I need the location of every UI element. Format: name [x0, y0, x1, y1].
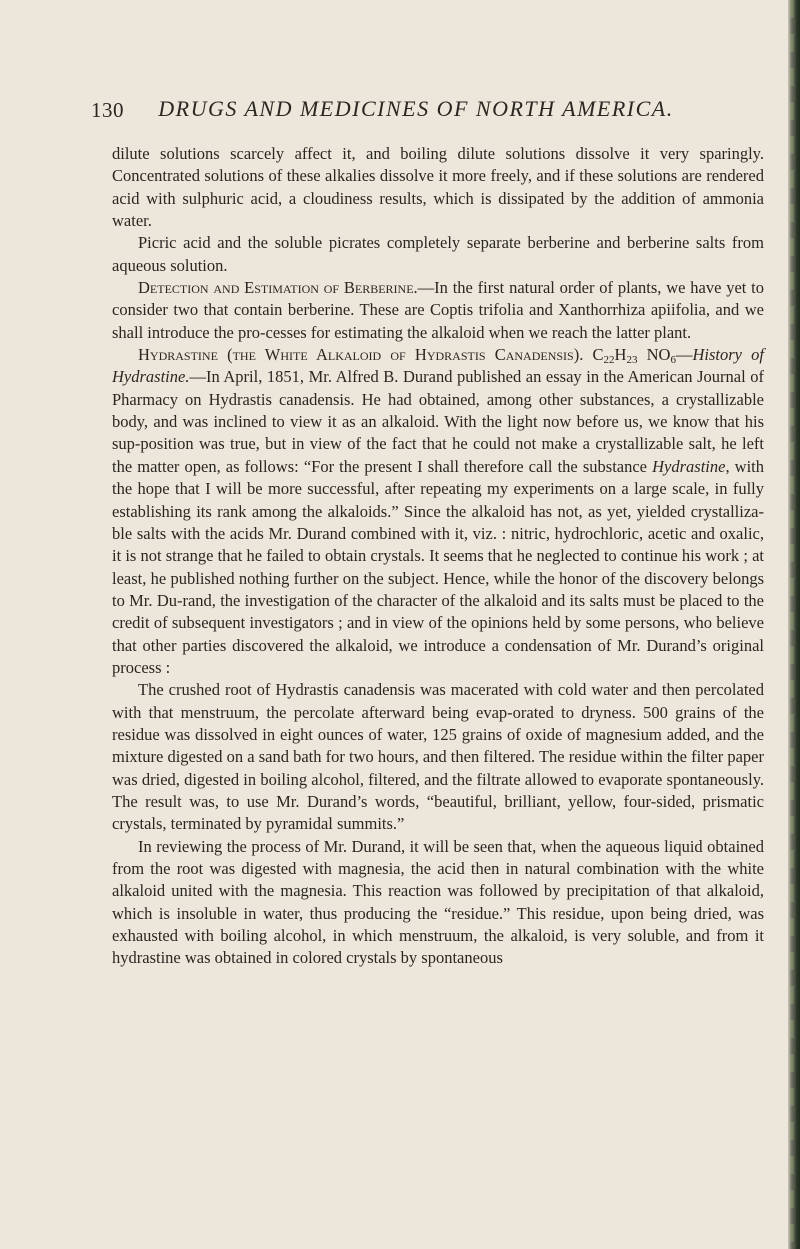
paragraph-process: The crushed root of Hydrastis canadensis was macerated with cold water and then percolated with that menstruum, the percolate afterward being evap-orated to dryness. 500 grains of the residue was dissolved in eight ounces of water, 125 grains of oxide of magnesium added, and the mixture digested on a sand bath for two hours, and then filtered. The residue within the filter paper was dried, digested in boiling alcohol, filtered, and the filtrate allowed to evaporate spontaneously. The result was, to use Mr. Durand’s words, “beautiful, brilliant, yellow, four-sided, prismatic crystals, terminated by pyramidal summits.” [112, 680, 764, 834]
paragraph-hydrastine: Hydrastine (the White Alkaloid of Hydrastis Canadensis). $C_{22}H_{23}$ $NO_6—History$ of Hydrastine.—In April, 1851, Mr. Alfred B. Durand published an essay in the American Journal of Pharmacy on Hydrastis canadensis. He had obtained, among other substances, a crystallizable body, and was inclined to view it as an alkaloid. With the light now before us, we know that his sup-position was true, but in view of the fact that he could not make a crystallizable salt, he left the matter open, as follows: “For the present I shall therefore call the substance Hydrastine, with the hope that I will be more successful, after repeating my experiments on a large scale, in fully establishing its rank among the alkaloids.” Since the alkaloid has not, as yet, yielded crystalliza-ble salts with the acids Mr. Durand combined with it, viz. : nitric, hydrochloric, acetic and oxalic, it is not strange that he failed to obtain crystals. It seems that he neglected to continue his work ; at least, he published nothing further on the subject. Hence, while the honor of the discovery belongs to Mr. Du-rand, the investigation of the character of the alkaloid and its salts must be placed to the credit of subsequent investigators ; and in view of the opinions held by some persons, who believe that other parties discovered the alkaloid, we introduce a condensation of Mr. Durand’s original process : [112, 345, 765, 677]
page-edge-shadow [788, 0, 800, 1249]
section-heading-hydrastine: Hydrastine (the White Alkaloid of Hydrastis Canadensis). [138, 345, 584, 365]
term-hydrastine: Hydrastine [652, 456, 726, 476]
chemical-formula: $C_{22}H_{23}$ $NO_6$ [592, 345, 676, 367]
detection-text: —In the first natural order of plants, we have yet to consider two that contain berberine. These are Coptis trifolia and Xanthorrhiza apiifolia, and we shall introduce the pro-cesses for estimating the alkaloid when we reach the latter plant. [112, 278, 764, 342]
paragraph-detection [112, 277, 764, 344]
running-title: DRUGS AND MEDICINES OF NORTH AMERICA. [158, 96, 674, 121]
subheading-history: History of Hydrastine. [112, 345, 765, 387]
paragraph-picric-acid: Picric acid and the soluble picrates completely separate berberine and berberine salts from aqueous solution. [112, 233, 764, 275]
body-text [112, 143, 764, 970]
paragraph-review: In reviewing the process of Mr. Durand, it will be seen that, when the aqueous liquid obtained from the root was digested with magnesia, the acid then in natural combination with the white alkaloid united with the magnesia. This reaction was followed by precipitation of that alkaloid, which is insoluble in water, thus producing the “residue.” This residue, upon being dried, was exhausted with boiling alcohol, in which menstruum, the alkaloid, is very soluble, and from it hydrastine was obtained in colored crystals by spontaneous [112, 836, 764, 968]
page-header [91, 96, 741, 126]
section-heading-detection: Detection and Estimation of Berberine. [138, 278, 418, 298]
paragraph-alkalies: dilute solutions scarcely affect it, and boiling dilute solutions dissolve it very sparingly. Concentrated solutions of these alkalies dissolve it more freely, and if these solutions are rendered acid with sulphuric acid, a cloudiness results, which is dissipated by the addition of ammonia water. [112, 144, 764, 231]
page-number: 130 [91, 98, 124, 122]
